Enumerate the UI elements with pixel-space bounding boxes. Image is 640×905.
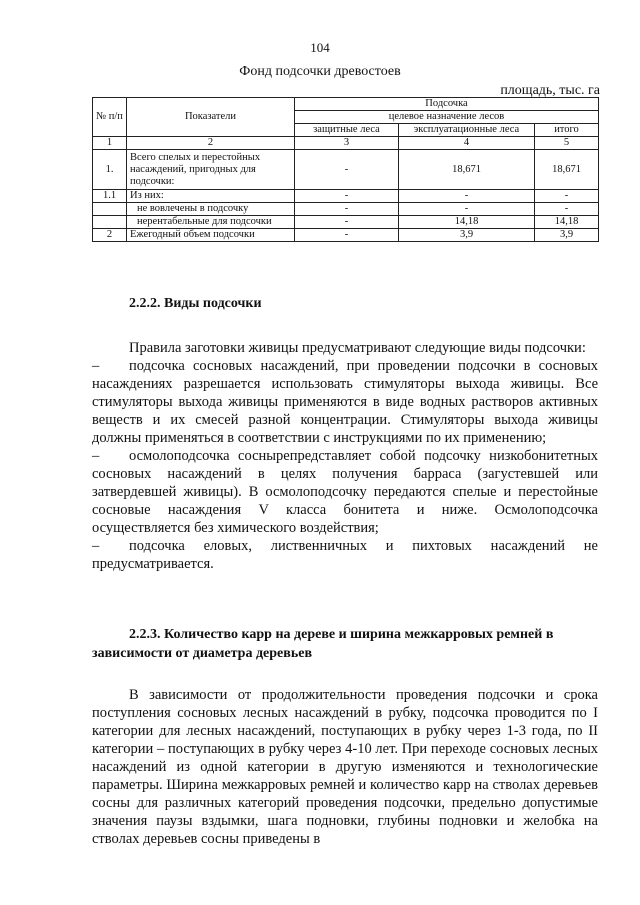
list-item-text: подсочка сосновых насаждений, при проведении подсочки в сосновых насаждениях разрешается использовать стимуляторы выхода живицы. Все стимуляторы выхода живицы применяются в виде водных растворов активных веществ и их смесей разной концентрации. Стимуляторы выхода живицы должны применяться в соответствии с инструкциями по их применению; (92, 358, 598, 446)
row-name: Из них: (127, 190, 295, 203)
section-2-2-3-body (92, 686, 598, 848)
row-name: нерентабельные для подсочки (127, 216, 295, 229)
header-tapping: Подсочка (295, 98, 599, 111)
section-heading-2-2-3: 2.2.3. Количество карр на дереве и ширина межкарровых ремней в зависимости от диаметра деревьев (92, 627, 554, 661)
list-item-text: подсочка еловых, лиственничных и пихтовых насаждений не предусматривается. (92, 538, 598, 572)
row-exploitation: 3,9 (399, 229, 535, 242)
row-exploitation: - (399, 203, 535, 216)
column-number: 2 (127, 137, 295, 150)
section-intro: Правила заготовки живицы предусматривают следующие виды подсочки: (129, 340, 586, 356)
table-title: Фонд подсочки древостоев (239, 64, 401, 79)
dash-marker: – (92, 538, 100, 554)
table-unit-label: площадь, тыс. га (500, 83, 600, 98)
list-item-text: осмолоподсочка соснырепредставляет собой подсочку низкобонитетных сосновых насаждений в целях получения барраса (загустевшей или затвердевшей живицы). В осмолоподсочку передаются спелые и перестойные сосновые насаждения V класса бонитета и ниже. Осмолоподсочка осуществляется без химического воздействия; (92, 448, 598, 536)
dash-marker: – (92, 448, 100, 464)
section-2-2-2-body (92, 339, 598, 573)
row-protective: - (295, 203, 399, 216)
column-number: 1 (93, 137, 127, 150)
row-total: 14,18 (535, 216, 599, 229)
row-num: 1. (93, 150, 127, 190)
row-exploitation: - (399, 190, 535, 203)
table-row (93, 150, 599, 190)
list-item (92, 357, 598, 447)
table-row (93, 203, 599, 216)
page-number: 104 (310, 40, 330, 55)
row-total: 3,9 (535, 229, 599, 242)
column-number: 4 (399, 137, 535, 150)
column-number-row (93, 137, 599, 150)
header-purpose: целевое назначение лесов (295, 111, 599, 124)
row-name: Ежегодный объем подсочки (127, 229, 295, 242)
list-item (92, 447, 598, 537)
header-exploitation: эксплуатационные леса (399, 124, 535, 137)
dash-marker: – (92, 358, 100, 374)
row-num (93, 203, 127, 216)
header-total: итого (535, 124, 599, 137)
row-protective: - (295, 216, 399, 229)
table-row (93, 229, 599, 242)
section-paragraph: В зависимости от продолжительности проведения подсочки и срока поступления сосновых лесных насаждений в рубку, подсочка проводится по I категории для лесных насаждений, поступающих в рубку через 1-3 года, по II категории – поступающих в рубку через 4-10 лет. При переходе сосновых лесных насаждений из одной категории в другую изменяются и технологические параметры. Ширина межкарровых ремней и количество карр на стволах деревьев сосны для различных категорий проведения подсочки, предельно допустимые значения паузы вздымки, шага подновки, глубины подновки и желобка на стволах деревьев сосны приведены в (92, 687, 598, 847)
section-heading-2-2-2: 2.2.2. Виды подсочки (129, 296, 262, 311)
list-item (92, 537, 598, 573)
tapping-fund-table (92, 97, 599, 242)
column-number: 5 (535, 137, 599, 150)
row-total: - (535, 203, 599, 216)
row-num (93, 216, 127, 229)
row-exploitation: 14,18 (399, 216, 535, 229)
row-protective: - (295, 229, 399, 242)
table-row (93, 216, 599, 229)
row-name: Всего спелых и перестойных насаждений, пригодных для подсочки: (127, 150, 295, 190)
row-total: 18,671 (535, 150, 599, 190)
row-name: не вовлечены в подсочку (127, 203, 295, 216)
row-protective: - (295, 190, 399, 203)
header-num: № п/п (93, 98, 127, 137)
header-protective: защитные леса (295, 124, 399, 137)
header-indicators: Показатели (127, 98, 295, 137)
row-total: - (535, 190, 599, 203)
table-row (93, 190, 599, 203)
row-num: 2 (93, 229, 127, 242)
row-exploitation: 18,671 (399, 150, 535, 190)
column-number: 3 (295, 137, 399, 150)
row-num: 1.1 (93, 190, 127, 203)
row-protective: - (295, 150, 399, 190)
